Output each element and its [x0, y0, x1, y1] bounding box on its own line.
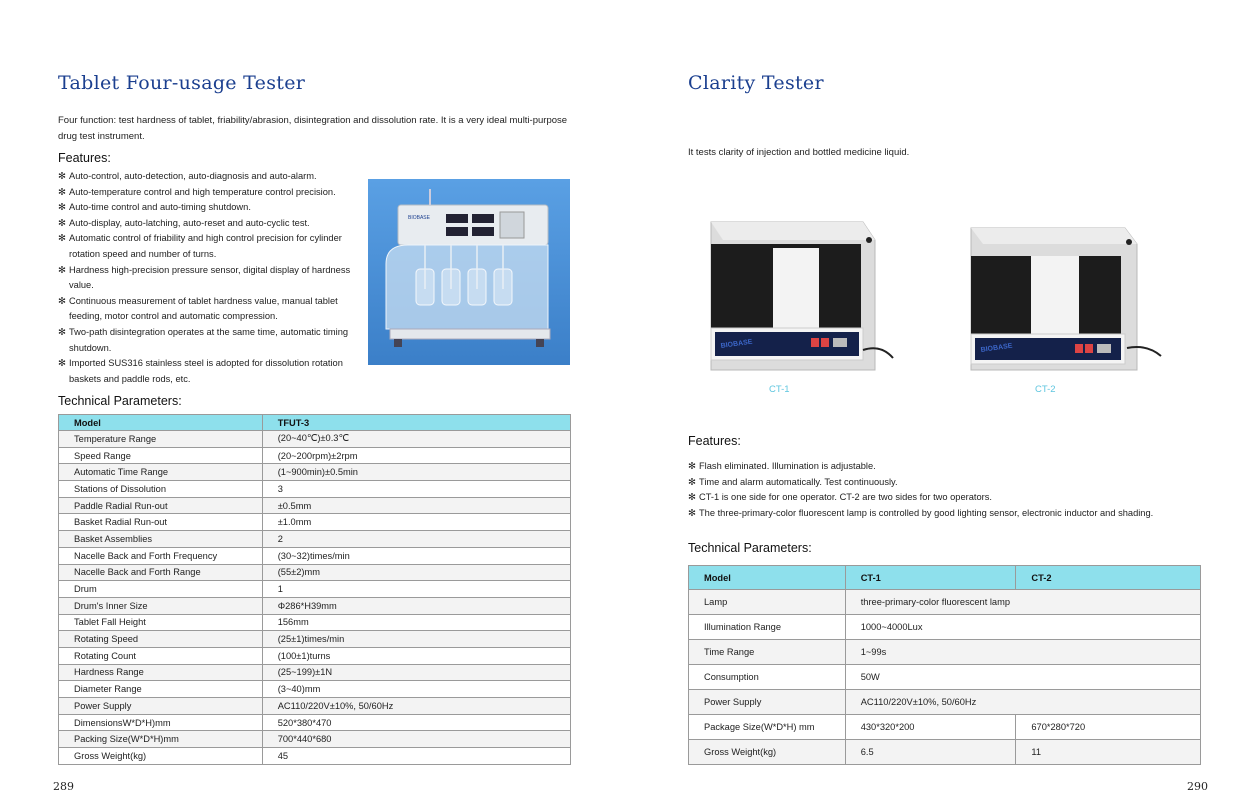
table-cell: AC110/220V±10%, 50/60Hz [845, 690, 1200, 715]
asterisk-bullet-icon: ✻ [688, 507, 696, 518]
table-row [59, 464, 571, 481]
feature-item [58, 231, 358, 262]
table-header-row [689, 566, 1201, 590]
asterisk-bullet-icon: ✻ [58, 186, 66, 197]
asterisk-bullet-icon: ✻ [58, 358, 66, 369]
table-row [59, 698, 571, 715]
asterisk-bullet-icon: ✻ [58, 202, 66, 213]
ct1-caption: CT-1 [769, 384, 790, 395]
left-page-title: Tablet Four-usage Tester [58, 72, 306, 94]
ct1-photo [703, 218, 898, 376]
feature-text: Auto-time control and auto-timing shutdown. [69, 202, 251, 213]
table-cell: Φ286*H39mm [262, 597, 570, 614]
table-cell: Rotating Count [59, 647, 263, 664]
table-row [689, 590, 1201, 615]
table-cell: Paddle Radial Run-out [59, 497, 263, 514]
table-cell: 1~99s [845, 640, 1200, 665]
table-cell: Rotating Speed [59, 631, 263, 648]
right-features-heading: Features: [688, 434, 741, 448]
table-row [59, 497, 571, 514]
table-cell: (20~40℃)±0.3℃ [262, 431, 570, 448]
feature-text: Auto-display, auto-latching, auto-reset and auto-cyclic test. [69, 217, 310, 228]
feature-item [58, 325, 358, 356]
table-row [59, 547, 571, 564]
feature-item [688, 506, 1228, 522]
asterisk-bullet-icon: ✻ [58, 233, 66, 244]
table-cell: Power Supply [689, 690, 846, 715]
table-row [59, 731, 571, 748]
table-cell: 2 [262, 531, 570, 548]
table-cell: (25±1)times/min [262, 631, 570, 648]
feature-text: feeding, motor control and automatic compression. [69, 311, 278, 322]
table-cell: (30~32)times/min [262, 547, 570, 564]
feature-text: Hardness high-precision pressure sensor, digital display of hardness [69, 264, 351, 275]
right-parameters-table [688, 565, 1201, 765]
table-cell: AC110/220V±10%, 50/60Hz [262, 698, 570, 715]
feature-text: The three-primary-color fluorescent lamp is controlled by good lighting sensor, electronic inductor and shading. [699, 507, 1154, 518]
table-cell: (25~199)±1N [262, 664, 570, 681]
table-row [59, 597, 571, 614]
table-cell: three-primary-color fluorescent lamp [845, 590, 1200, 615]
left-intro [58, 113, 578, 144]
ct1-device-brand: BIOBASE [720, 338, 753, 350]
table-row [59, 681, 571, 698]
asterisk-bullet-icon: ✻ [58, 171, 66, 181]
feature-text: rotation speed and number of turns. [69, 248, 217, 259]
table-cell: Packing Size(W*D*H)mm [59, 731, 263, 748]
asterisk-bullet-icon: ✻ [58, 217, 66, 228]
feature-text: Imported SUS316 stainless steel is adopted for dissolution rotation [69, 358, 343, 369]
feature-item [58, 356, 358, 387]
feature-text: Automatic control of friability and high control precision for cylinder [69, 233, 342, 244]
feature-text: Continuous measurement of tablet hardness value, manual tablet [69, 295, 338, 306]
feature-text: Auto-temperature control and high temperature control precision. [69, 186, 336, 197]
feature-text: Auto-control, auto-detection, auto-diagnosis and auto-alarm. [69, 171, 317, 181]
device-brand-left: BIOBASE [408, 215, 430, 221]
left-intro-line1: Four function: test hardness of tablet, friability/abrasion, disintegration and dissolution rate. It is a very ideal multi-purpose [58, 115, 568, 126]
table-cell: Consumption [689, 665, 846, 690]
table-cell: CT-1 [845, 566, 1016, 590]
table-cell: 11 [1016, 740, 1201, 765]
feature-text: CT-1 is one side for one operator. CT-2 are two sides for two operators. [699, 492, 992, 503]
table-row [59, 714, 571, 731]
table-cell: Illumination Range [689, 615, 846, 640]
asterisk-bullet-icon: ✻ [688, 492, 696, 503]
table-cell: 156mm [262, 614, 570, 631]
table-cell: 1 [262, 581, 570, 598]
table-cell: Basket Assemblies [59, 531, 263, 548]
table-cell: Drum [59, 581, 263, 598]
table-cell: Time Range [689, 640, 846, 665]
feature-item [58, 200, 358, 216]
table-cell: 1000~4000Lux [845, 615, 1200, 640]
left-page-number: 289 [53, 780, 74, 793]
table-cell: (3~40)mm [262, 681, 570, 698]
feature-text: Time and alarm automatically. Test continuously. [699, 476, 898, 487]
ct2-photo [965, 222, 1165, 376]
table-row [59, 514, 571, 531]
table-cell: Gross Weight(kg) [689, 740, 846, 765]
table-row [689, 715, 1201, 740]
feature-text: Two-path disintegration operates at the same time, automatic timing [69, 326, 349, 337]
ct2-device-brand: BIOBASE [980, 342, 1013, 354]
feature-item [58, 263, 358, 294]
feature-text: baskets and paddle rods, etc. [69, 373, 191, 384]
table-cell: Speed Range [59, 447, 263, 464]
asterisk-bullet-icon: ✻ [58, 295, 66, 306]
table-row [59, 447, 571, 464]
table-cell: Nacelle Back and Forth Range [59, 564, 263, 581]
table-cell: Hardness Range [59, 664, 263, 681]
table-row [689, 665, 1201, 690]
feature-item [58, 294, 358, 325]
asterisk-bullet-icon: ✻ [688, 476, 696, 487]
table-cell: DimensionsW*D*H)mm [59, 714, 263, 731]
feature-text: value. [69, 280, 94, 291]
ct2-illustration [965, 222, 1165, 376]
left-features-list [58, 169, 358, 387]
table-row [689, 615, 1201, 640]
table-cell: (20~200rpm)±2rpm [262, 447, 570, 464]
feature-item [58, 169, 358, 185]
table-cell: 670*280*720 [1016, 715, 1201, 740]
left-parameters-table [58, 414, 571, 765]
right-features-list [688, 459, 1228, 521]
table-cell: Model [689, 566, 846, 590]
table-row [689, 740, 1201, 765]
table-cell: 45 [262, 748, 570, 765]
table-cell: 50W [845, 665, 1200, 690]
table-cell: Package Size(W*D*H) mm [689, 715, 846, 740]
table-cell: 430*320*200 [845, 715, 1016, 740]
right-params-heading: Technical Parameters: [688, 541, 812, 555]
table-row [689, 690, 1201, 715]
table-cell: 700*440*680 [262, 731, 570, 748]
table-row [59, 748, 571, 765]
table-cell: Tablet Fall Height [59, 614, 263, 631]
table-row [59, 631, 571, 648]
feature-item [58, 216, 358, 232]
table-cell: Nacelle Back and Forth Frequency [59, 547, 263, 564]
tablet-tester-photo [368, 179, 570, 365]
table-cell: Model [59, 415, 263, 431]
table-cell: CT-2 [1016, 566, 1201, 590]
feature-text: shutdown. [69, 342, 112, 353]
asterisk-bullet-icon: ✻ [58, 326, 66, 337]
tablet-tester-illustration [368, 179, 570, 365]
table-cell: (100±1)turns [262, 647, 570, 664]
table-cell: Stations of Dissolution [59, 481, 263, 498]
ct2-caption: CT-2 [1035, 384, 1056, 395]
table-cell: 6.5 [845, 740, 1016, 765]
table-cell: Drum's Inner Size [59, 597, 263, 614]
left-features-heading: Features: [58, 151, 111, 165]
table-cell: Diameter Range [59, 681, 263, 698]
table-row [59, 581, 571, 598]
feature-item [688, 459, 1228, 475]
feature-item [58, 185, 358, 201]
table-cell: 520*380*470 [262, 714, 570, 731]
table-cell: ±0.5mm [262, 497, 570, 514]
table-row [59, 531, 571, 548]
table-cell: (55±2)mm [262, 564, 570, 581]
table-cell: Temperature Range [59, 431, 263, 448]
table-row [689, 640, 1201, 665]
ct1-illustration [703, 218, 898, 376]
right-intro: It tests clarity of injection and bottled medicine liquid. [688, 147, 910, 158]
table-cell: 3 [262, 481, 570, 498]
table-cell: Automatic Time Range [59, 464, 263, 481]
table-cell: ±1.0mm [262, 514, 570, 531]
table-cell: (1~900min)±0.5min [262, 464, 570, 481]
table-cell: Gross Weight(kg) [59, 748, 263, 765]
asterisk-bullet-icon: ✻ [688, 461, 696, 471]
table-row [59, 614, 571, 631]
feature-text: Flash eliminated. Illumination is adjustable. [699, 461, 876, 471]
table-cell: Basket Radial Run-out [59, 514, 263, 531]
table-cell: Lamp [689, 590, 846, 615]
table-row [59, 431, 571, 448]
left-intro-line2: drug test instrument. [58, 130, 145, 142]
feature-item [688, 490, 1228, 506]
feature-item [688, 475, 1228, 491]
right-page-title: Clarity Tester [688, 72, 824, 94]
table-header-row [59, 415, 571, 431]
table-row [59, 647, 571, 664]
table-row [59, 664, 571, 681]
asterisk-bullet-icon: ✻ [58, 264, 66, 275]
right-page-number: 290 [1187, 780, 1208, 793]
left-params-heading: Technical Parameters: [58, 394, 182, 408]
table-row [59, 481, 571, 498]
table-cell: TFUT-3 [262, 415, 570, 431]
table-cell: Power Supply [59, 698, 263, 715]
table-row [59, 564, 571, 581]
